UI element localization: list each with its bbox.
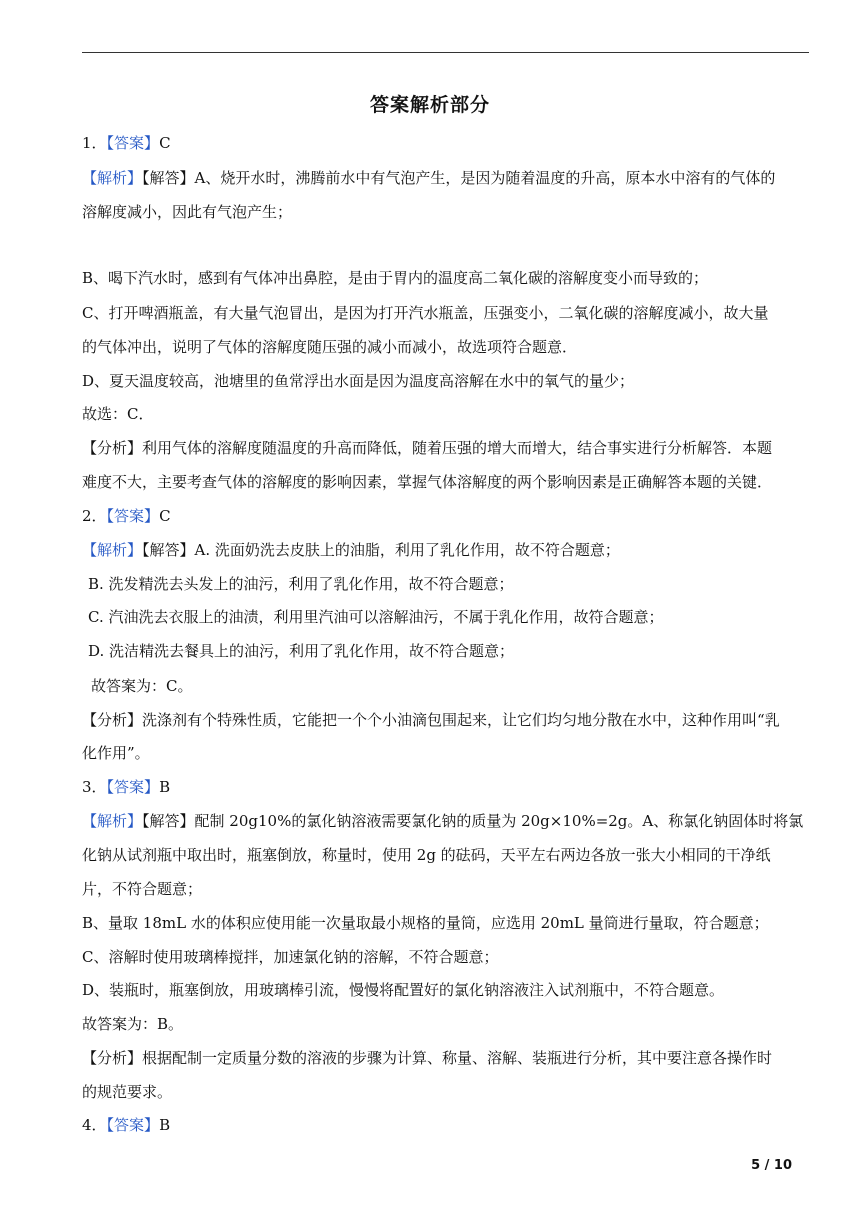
q3-fenxi-line [82,1048,809,1068]
q1-number: 1． [82,134,107,152]
q3-text-1: 配制 20g10%的氯化钠溶液需要氯化钠的质量为 20g×10%=2g。A、称氯化钠固体时将氯 [194,812,804,830]
q2-answer-line [82,506,809,526]
q1-jieda-tag: 【解答】 [142,169,195,187]
q3-text-9: 的规范要求。 [82,1083,173,1101]
q1-text-6: D、夏天温度较高，池塘里的鱼常浮出水面是因为温度高溶解在水中的氧气的量少； [82,372,635,390]
q3-fenxi-tag: 【分析】 [82,1049,143,1067]
q1-text-1: A、烧开水时，沸腾前水中有气泡产生，是因为随着温度的升高，原本水中溶有的气体的 [194,169,776,187]
q1-text-9: 难度不大，主要考查气体的溶解度的影响因素，掌握气体溶解度的两个影响因素是正确解答本题的关键． [82,473,773,491]
q1-text-4: C、打开啤酒瓶盖，有大量气泡冒出，是因为打开汽水瓶盖，压强变小，二氧化碳的溶解度减小，故大量 [82,304,769,322]
q3-jiexi-tag: 【解析】 [82,812,143,830]
q2-text-3: C. 汽油洗去衣服上的油渍，利用里汽油可以溶解油污，不属于乳化作用，故符合题意； [88,608,664,626]
q2-fenxi-tag: 【分析】 [82,711,143,729]
q3-jieda-tag: 【解答】 [142,812,195,830]
q2-number: 2． [82,507,107,525]
q2-jieda-tag: 【解答】 [142,541,195,559]
q3-number: 3． [82,778,107,796]
q4-answer-tag: 【答案】 [106,1116,160,1134]
q3-text-6: D、装瓶时，瓶塞倒放，用玻璃棒引流，慢慢将配置好的氯化钠溶液注入试剂瓶中，不符合题意。 [82,981,725,999]
q1-text-3: B、喝下汽水时，感到有气体冲出鼻腔，是由于胃内的温度高二氧化碳的溶解度变小而导致的； [82,269,709,287]
q1-answer-line [82,133,809,153]
q1-text-7: 故选：C． [82,405,154,423]
q4-number: 4． [82,1116,107,1134]
q2-answer-value: C [159,507,171,525]
q2-analysis-line-1 [82,540,809,560]
header-rule [82,52,809,53]
q3-answer-value: B [159,778,171,796]
q3-answer-tag: 【答案】 [106,778,160,796]
q1-text-8: 利用气体的溶解度随温度的升高而降低，随着压强的增大而增大，结合事实进行分析解答．本题 [142,439,773,457]
q2-fenxi-line [82,710,809,730]
q1-text-5: 的气体冲出，说明了气体的溶解度随压强的减小而减小，故选项符合题意． [82,338,578,356]
q3-text-2: 化钠从试剂瓶中取出时，瓶塞倒放，称量时，使用 2g 的砝码，天平左右两边各放一张大小相同的干净纸 [82,846,771,864]
q2-text-2: B. 洗发精洗去头发上的油污，利用了乳化作用，故不符合题意； [88,575,514,593]
q2-text-4: D. 洗洁精洗去餐具上的油污，利用了乳化作用，故不符合题意； [88,642,515,660]
page-number: 5 / 10 [751,1158,792,1173]
q2-text-7: 化作用”。 [82,744,150,762]
q1-answer-value: C [159,134,171,152]
q1-analysis-line-1 [82,168,809,188]
q2-jiexi-tag: 【解析】 [82,541,143,559]
q1-fenxi-tag: 【分析】 [82,439,143,457]
q1-fenxi-line [82,438,809,458]
q4-answer-value: B [159,1116,171,1134]
q2-answer-tag: 【答案】 [106,507,160,525]
page-title: 答案解析部分 [369,94,490,116]
q1-text-2: 溶解度减小，因此有气泡产生； [82,203,293,221]
q2-text-5: 故答案为：C。 [91,677,193,695]
q3-text-8: 根据配制一定质量分数的溶液的步骤为计算、称量、溶解、装瓶进行分析，其中要注意各操作时 [142,1049,773,1067]
q3-analysis-line-1 [82,811,809,831]
q3-text-7: 故答案为：B。 [82,1015,184,1033]
q1-answer-tag: 【答案】 [106,134,160,152]
q3-text-5: C、溶解时使用玻璃棒搅拌，加速氯化钠的溶解，不符合题意； [82,948,499,966]
q4-answer-line [82,1115,809,1135]
q1-jiexi-tag: 【解析】 [82,169,143,187]
q3-answer-line [82,777,809,797]
q3-text-4: B、量取 18mL 水的体积应使用能一次量取最小规格的量筒，应选用 20mL 量筒进行量取，符合题意； [82,914,769,932]
q3-text-3: 片，不符合题意； [82,880,203,898]
q2-text-1: A. 洗面奶洗去皮肤上的油脂，利用了乳化作用，故不符合题意； [194,541,620,559]
q2-text-6: 洗涤剂有个特殊性质，它能把一个个小油滴包围起来，让它们均匀地分散在水中，这种作用叫“乳 [142,711,780,729]
